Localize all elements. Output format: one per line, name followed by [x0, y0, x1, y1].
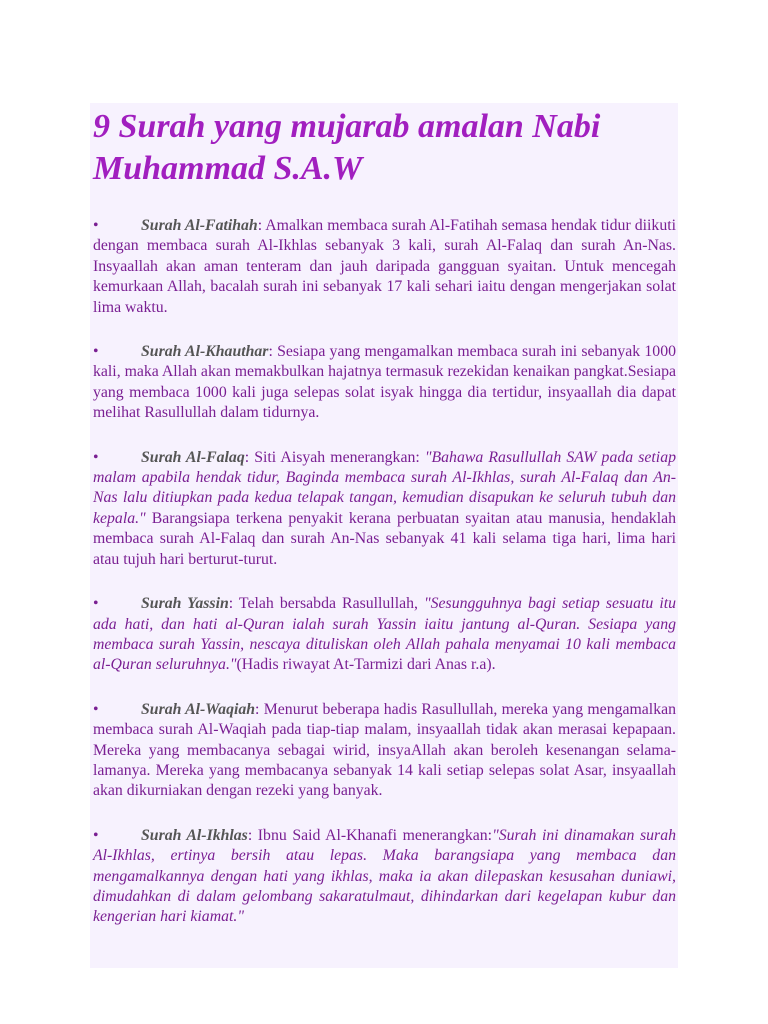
- article-panel: [90, 103, 678, 968]
- separator: :: [268, 343, 278, 361]
- surah-name: Surah Al-Khauthar: [141, 343, 269, 361]
- item-text: Menurut beberapa hadis Rasullullah, mereka yang mengamalkan membaca surah Al-Waqiah pada tiap-tiap malam, insyaallah tidak akan merasai kepapaan. Mereka yang membacanya sebagai wirid, insyaAllah akan beroleh kesenangan selama-lamanya. Mereka yang membacanya sebanyak 14 kali setiap selepas solat Asar, insyaallah akan dikurniakan dengan rezeki yang banyak.: [93, 700, 676, 800]
- surah-name: Surah Yassin: [141, 595, 229, 613]
- item-quote: "Bahawa Rasullullah SAW pada setiap malam apabila hendak tidur, Baginda membaca surah Al-Ikhlas, surah Al-Falaq dan An-Nas lalu ditiupkan pada kedua telapak tangan, kemudian disapukan ke seluruh tubuh dan kepala.": [93, 448, 676, 527]
- separator: :: [228, 595, 239, 613]
- article-title: 9 Surah yang mujarab amalan Nabi Muhammad S.A.W: [93, 108, 601, 187]
- separator: :: [257, 217, 266, 234]
- separator: :: [255, 700, 264, 718]
- item-text-post: (Hadis riwayat At-Tarmizi dari Anas r.a).: [236, 656, 496, 674]
- list-item-yassin: [93, 594, 676, 676]
- surah-name: Surah Al-Waqiah: [141, 700, 256, 718]
- item-text: Amalkan membaca surah Al-Fatihah semasa hendak tidur diikuti dengan membaca surah Al-Ikhlas sebanyak 3 kali, surah Al-Falaq dan surah An-Nas. Insyaallah akan aman tenteram dan jauh daripada gangguan syaitan. Untuk mencegah kemurkaan Allah, bacalah surah ini sebanyak 17 kali sehari iaitu dengan mengerjakan solat lima waktu.: [93, 217, 676, 316]
- bullet-icon: •: [93, 217, 99, 234]
- item-text-pre: Ibnu Said Al-Khanafi menerangkan:: [257, 826, 493, 844]
- list-item-ikhlas: [93, 826, 676, 928]
- bullet-icon: •: [93, 595, 99, 613]
- item-quote: "Surah ini dinamakan surah Al-Ikhlas, ertinya bersih atau lepas. Maka barangsiapa yang membaca dan mengamalkannya dengan hati yang ikhlas, maka ia akan dilepaskan kesusahan duniawi, dimudahkan di dalam gelombang sakaratulmaut, dihindarkan dari kegelapan kubur dan kengerian hari kiamat.": [93, 826, 676, 926]
- item-text-post: Barangsiapa terkena penyakit kerana perbuatan syaitan atau manusia, hendaklah membaca surah Al-Falaq dan surah An-Nas sebanyak 41 kali selama tiga hari, lima hari atau tujuh hari berturut-turut.: [93, 509, 676, 568]
- list-item-fatihah: [93, 216, 676, 318]
- list-item-waqiah: [93, 700, 676, 802]
- bullet-icon: •: [93, 448, 99, 466]
- list-item-falaq: [93, 448, 676, 570]
- item-text-pre: Siti Aisyah menerangkan:: [254, 448, 425, 466]
- surah-name: Surah Al-Ikhlas: [141, 826, 248, 844]
- item-text-pre: Telah bersabda Rasullullah,: [238, 595, 424, 613]
- bullet-icon: •: [93, 826, 99, 844]
- list-item-khauthar: [93, 342, 676, 424]
- bullet-icon: •: [93, 700, 99, 718]
- separator: :: [247, 826, 258, 844]
- surah-name: Surah Al-Falaq: [141, 448, 245, 466]
- bullet-icon: •: [93, 343, 99, 361]
- item-text: Sesiapa yang mengamalkan membaca surah ini sebanyak 1000 kali, maka Allah akan memakbulkan hajatnya termasuk rezekidan kenaikan pangkat.Sesiapa yang membaca 1000 kali juga selepas solat isyak hingga dia tertidur, insyaallah dia dapat melihat Rasullullah dalam tidurnya.: [93, 343, 676, 422]
- separator: :: [244, 448, 255, 466]
- item-quote: "Sesungguhnya bagi setiap sesuatu itu ada hati, dan hati al-Quran ialah surah Yassin iaitu jantung al-Quran. Sesiapa yang membaca surah Yassin, nescaya dituliskan oleh Allah pahala menyamai 10 kali membaca al-Quran seluruhnya.": [93, 595, 677, 674]
- surah-name: Surah Al-Fatihah: [141, 217, 258, 234]
